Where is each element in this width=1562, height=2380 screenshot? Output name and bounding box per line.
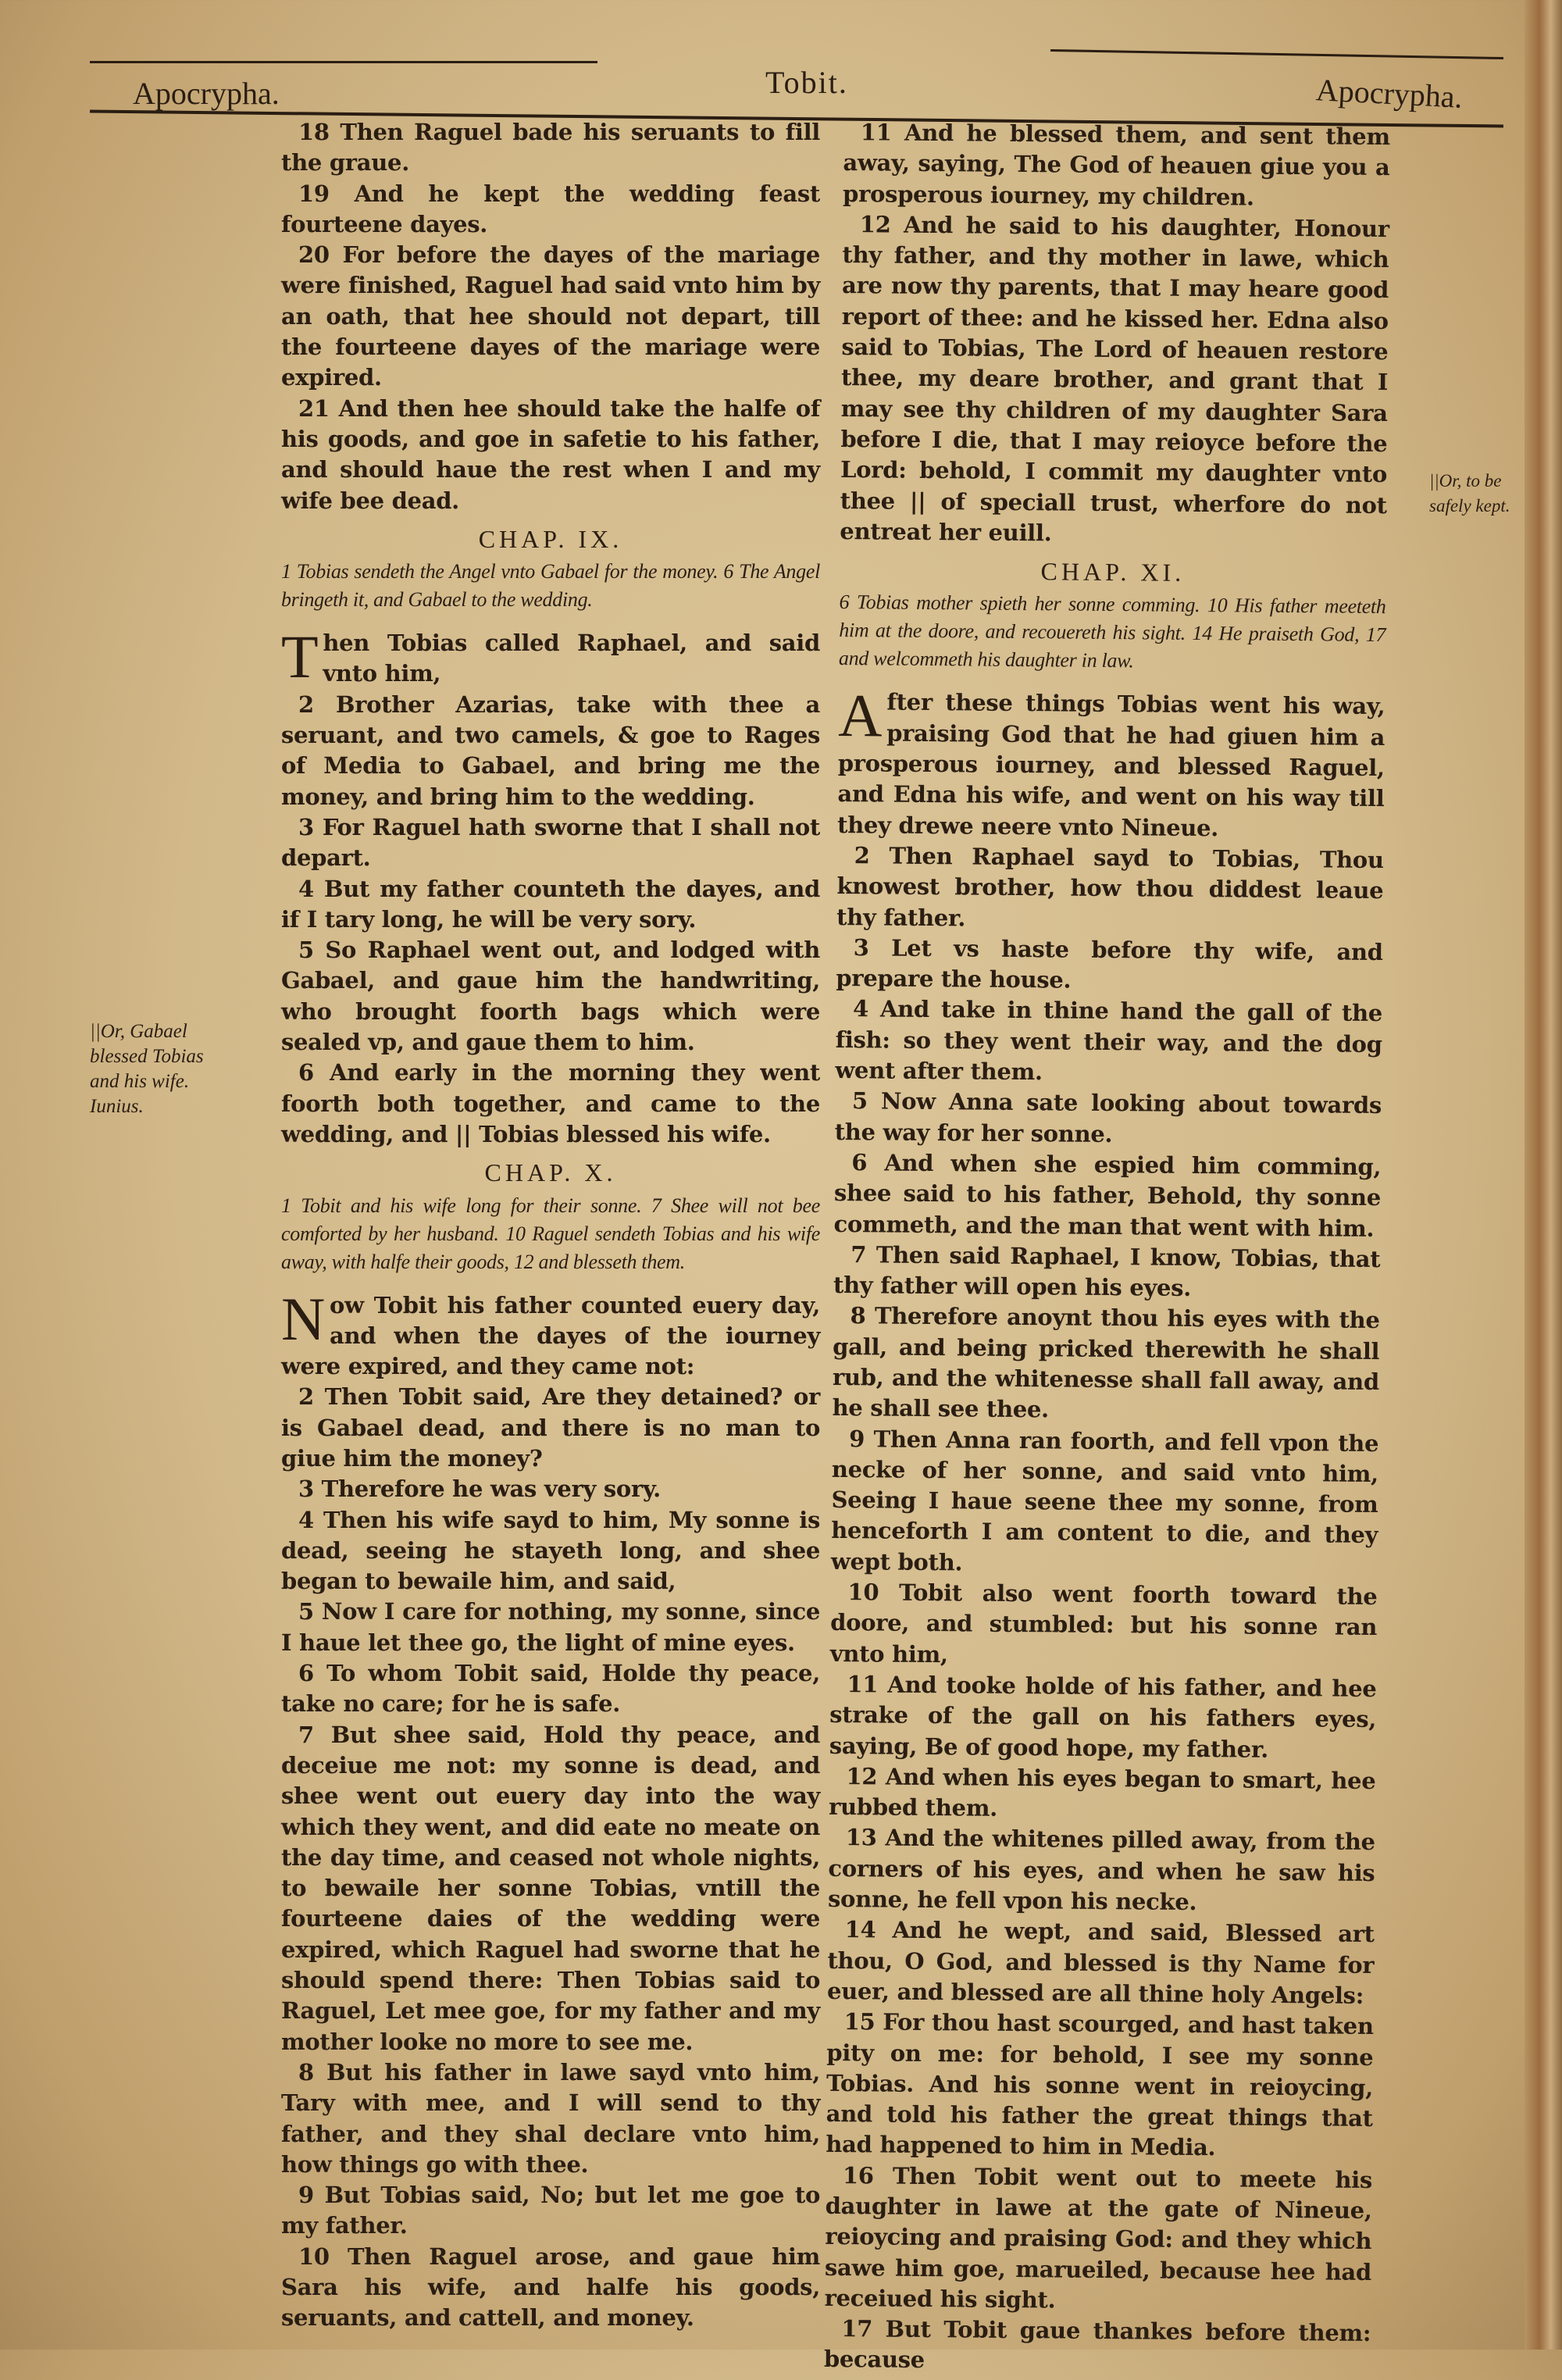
verse-text: fter these things Tobias went his way, praising God that he had giuen him a prosperous iourney, and blessed Raguel, and Edna his wife, and went on his way till they drewe neere vnto Nineue. bbox=[836, 688, 1385, 841]
verse: 10 Tobit also went foorth toward the doore, and stumbled: but his sonne ran vnto him, bbox=[829, 1579, 1378, 1668]
verse: 8 But his father in lawe sayd vnto him, Tary with mee, and I will send to thy father, and they shal declare vnto him, how things go with thee. bbox=[281, 2058, 820, 2178]
verse: 11 And tooke holde of his father, and hee strake of the gall on his fathers eyes, saying, Be of good hope, my father. bbox=[829, 1671, 1377, 1763]
verse: 19 And he kept the wedding feast fourteene dayes. bbox=[281, 180, 820, 237]
verse: 4 Then his wife sayd to him, My sonne is dead, seeing he stayeth long, and shee began to bewaile him, and said, bbox=[281, 1506, 820, 1595]
verse: 5 So Raphael went out, and lodged with Gabael, and gaue him the handwriting, who brought foorth bags which were sealed vp, and gaue them to him. bbox=[281, 937, 820, 1056]
margin-note-right: ||Or, to be safely kept. bbox=[1429, 471, 1510, 516]
verse: 7 Then said Raphael, I know, Tobias, that thy father will open his eyes. bbox=[833, 1240, 1381, 1302]
verse: 14 And he wept, and said, Blessed art thou, O God, and blessed is thy Name for euer, and blessed are all thine holy Angels: bbox=[826, 1916, 1375, 2009]
chapter-summary: 1 Tobias sendeth the Angel vnto Gabael for the money. 6 The Angel bringeth it, and Gabael to the wedding. bbox=[281, 560, 820, 612]
left-text-column bbox=[281, 117, 820, 2334]
verse: 4 And take in thine hand the gall of the fish: so they went their way, and the dog went after them. bbox=[835, 995, 1383, 1086]
verse: 2 Then Raphael sayd to Tobias, Thou knowest brother, how thou diddest leaue thy father. bbox=[836, 842, 1384, 931]
verse: 6 And when she espied him comming, shee said to his father, Behold, thy sonne commeth, and the man that went with him. bbox=[833, 1149, 1382, 1242]
verse: 6 To whom Tobit said, Holde thy peace, take no care; for he is safe. bbox=[281, 1660, 820, 1718]
verse: 9 Then Anna ran foorth, and fell vpon the necke of her sonne, and said vnto him, Seeing I haue seene thee my sonne, from henceforth I am content to die, and they wept both. bbox=[830, 1425, 1379, 1576]
header-right: Apocrypha. bbox=[1314, 72, 1464, 115]
verse: 6 And early in the morning they went foorth both together, and came to the wedding, and || Tobias blessed his wife. bbox=[281, 1059, 820, 1147]
chapter-heading: CHAP. X. bbox=[484, 1158, 617, 1187]
verse: 10 Then Raguel arose, and gaue him Sara his wife, and halfe his goods, seruants, and cattell, and money. bbox=[281, 2243, 820, 2332]
verse: 15 For thou hast scourged, and hast taken pity on me: for behold, I see my sonne Tobias. And his sonne went in reioycing, and told his father the great things that had happened to him in Media. bbox=[826, 2008, 1374, 2161]
chapter-heading: CHAP. IX. bbox=[478, 524, 623, 553]
chapter-summary: 1 Tobit and his wife long for their sonne. 7 Shee will not bee comforted by her husband. 10 Raguel sendeth Tobias and his wife away, with halfe their goods, 12 and blesseth them. bbox=[281, 1194, 820, 1273]
verse: 11 And he blessed them, and sent them away, saying, The God of heauen giue you a prosperous iourney, my children. bbox=[843, 119, 1390, 211]
verse: 21 And then hee should take the halfe of his goods, and goe in safetie to his father, and should haue the rest when I and my wife bee dead. bbox=[281, 394, 820, 514]
verse: 9 But Tobias said, No; but let me goe to my father. bbox=[281, 2182, 820, 2239]
verse: 12 And he said to his daughter, Honour thy father, and thy mother in lawe, which are now thy parents, that I may heare good report of thee: and he kissed her. Edna also said to Tobias, The Lord of heauen restore thee, my deare brother, and grant that I may see thy children of my daughter Sara before I die, that I may reioyce before the Lord: behold, I commit my daughter vnto thee || of speciall trust, wherfore do not entreat her euill. bbox=[840, 211, 1389, 547]
header-book-title: Tobit. bbox=[765, 65, 848, 100]
adjacent-page-edge bbox=[1525, 0, 1562, 2350]
header-rule-top-left bbox=[90, 61, 597, 63]
header-rule-top-right bbox=[1050, 49, 1503, 59]
verse-text: hen Tobias called Raphael, and said vnto him, bbox=[323, 630, 820, 687]
verse: 5 Now Anna sate looking about towards the way for her sonne. bbox=[834, 1087, 1382, 1147]
verse: 3 Therefore he was very sory. bbox=[298, 1475, 661, 1503]
verse: 3 For Raguel hath sworne that I shall not depart. bbox=[281, 813, 820, 872]
verse-opening bbox=[836, 681, 1385, 845]
chapter-heading: CHAP. XI. bbox=[1040, 557, 1186, 587]
drop-cap: A bbox=[837, 681, 883, 750]
verse: 20 For before the dayes of the mariage were finished, Raguel had said vnto him by an oath, that hee should not depart, till the fourteene dayes of the mariage were expired. bbox=[281, 241, 820, 391]
margin-note-left: ||Or, Gabael blessed Tobias and his wife. Iunius. bbox=[90, 1021, 204, 1117]
verse-opening bbox=[281, 1284, 820, 1383]
drop-cap: N bbox=[281, 1284, 326, 1353]
verse: 7 But shee said, Hold thy peace, and deceiue me not: my sonne is dead, and shee went out euery day into the way which they went, and did eate no meate on the day time, and ceased not whole nights, to bewaile her sonne Tobias, vntill the fourteene daies of the wedding were expired, which Raguel had sworne that he should spend there: Then Tobias said to Raguel, Let mee goe, for my father and my mother looke no more to see me. bbox=[281, 1721, 820, 2055]
verse: 5 Now I care for nothing, my sonne, since I haue let thee go, the light of mine eyes. bbox=[281, 1598, 820, 1656]
drop-cap: T bbox=[281, 623, 319, 691]
verse: 12 And when his eyes began to smart, hee rubbed them. bbox=[828, 1762, 1376, 1822]
verse: 2 Then Tobit said, Are they detained? or is Gabael dead, and there is no man to giue him the money? bbox=[281, 1383, 820, 1472]
verse: 13 And the whitenes pilled away, from the corners of his eyes, and when he saw his sonne, he fell vpon his necke. bbox=[827, 1824, 1375, 1916]
verse-text: ow Tobit his father counted euery day, and when the dayes of the iourney were expired, and they came not: bbox=[281, 1291, 820, 1380]
verse-opening bbox=[281, 623, 820, 691]
verse: 16 Then Tobit went out to meete his daughter in lawe at the gate of Nineue, reioycing and praising God: and they which sawe him goe, marueiled, because hee had receiued his sight. bbox=[824, 2161, 1373, 2314]
verse: 18 Then Raguel bade his seruants to fill the graue. bbox=[281, 119, 820, 177]
verse: 2 Brother Azarias, take with thee a seruant, and two camels, & goe to Rages of Media to Gabael, and bring me the money, and bring him to the wedding. bbox=[281, 690, 820, 810]
chapter-summary: 6 Tobias mother spieth her sonne comming. 10 His father meeteth him at the doore, and recouereth his sight. 14 He praiseth God, 17 and welcommeth his daughter in law. bbox=[838, 591, 1386, 673]
verse: 17 But Tobit gaue thankes before them: because bbox=[823, 2315, 1371, 2374]
running-header bbox=[90, 61, 1503, 123]
header-left: Apocrypha. bbox=[133, 76, 280, 111]
verse: 4 But my father counteth the dayes, and if I tary long, he will be very sory. bbox=[281, 875, 820, 933]
verse: 8 Therefore anoynt thou his eyes with the gall, and being pricked therewith he shall rub, and the whitenesse shall fall away, and he shall see thee. bbox=[832, 1302, 1380, 1423]
verse: 3 Let vs haste before thy wife, and prepare the house. bbox=[836, 933, 1383, 994]
right-text-column bbox=[824, 117, 1390, 2380]
